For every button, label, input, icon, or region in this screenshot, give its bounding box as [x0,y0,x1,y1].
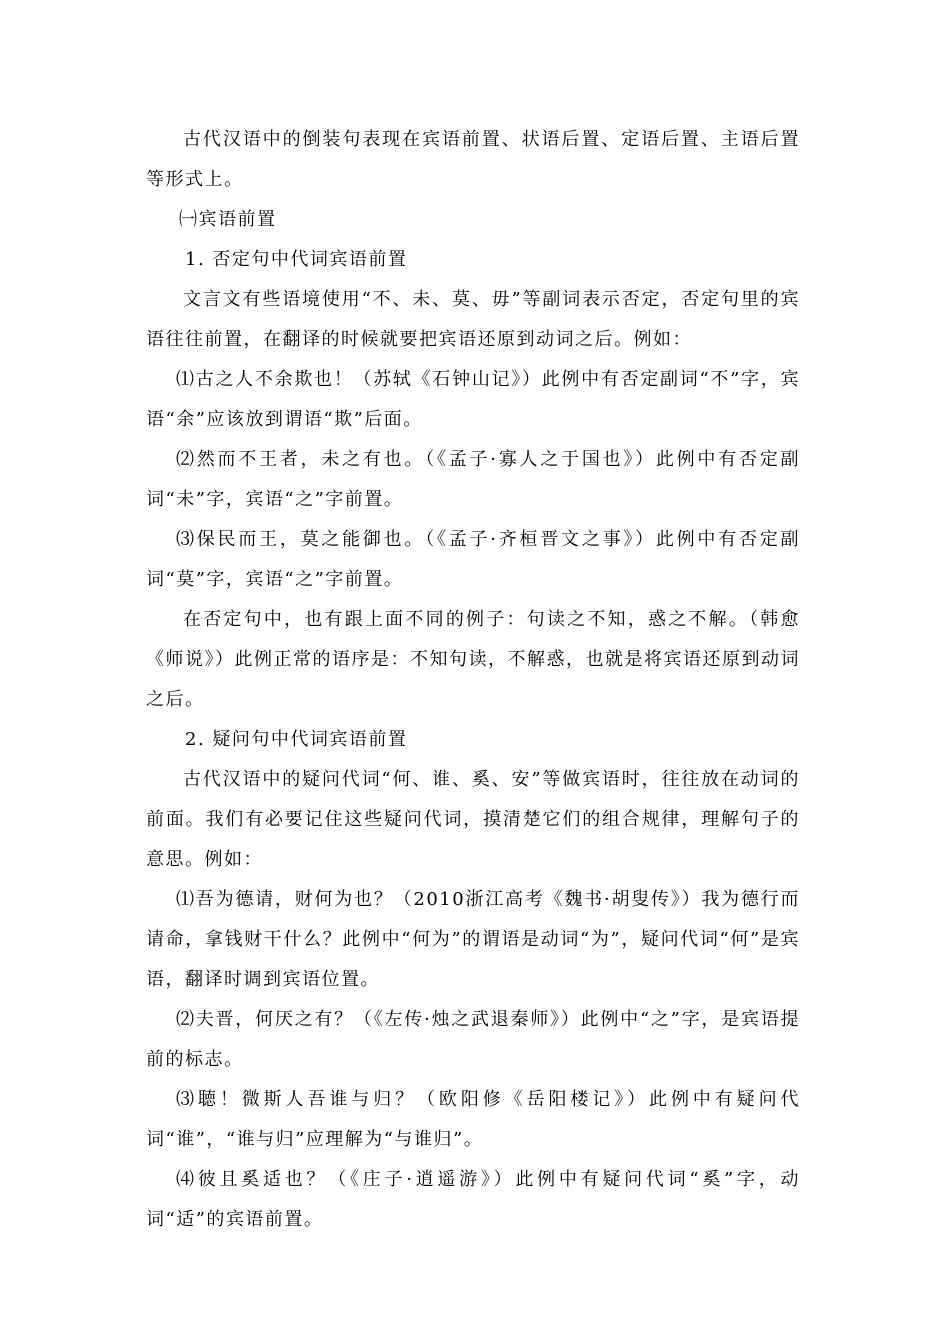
subheading-interrogative-sentences: 2. 疑问句中代词宾语前置 [185,729,408,750]
negative-exception-paragraph: 在否定句中，也有跟上面不同的例子：句读之不知，惑之不解。（韩愈《师说》）此例正常的语序是：不知句读，不解惑，也就是将宾语还原到动词之后。 [146,609,800,710]
negative-explanation-paragraph: 文言文有些语境使用“不、未、莫、毋”等副词表示否定，否定句里的宾语往往前置，在翻译的时候就要把宾语还原到动词之后。例如： [146,289,800,350]
interrogative-example-1: ⑴吾为德请，财何为也？（2010浙江高考《魏书·胡叟传》）我为德行而请命，拿钱财干什么？此例中“何为”的谓语是动词“为”，疑问代词“何”是宾语，翻译时调到宾语位置。 [146,889,800,990]
document-body [146,120,800,1240]
negative-example-3: ⑶保民而王，莫之能御也。（《孟子·齐桓晋文之事》）此例中有否定副词“莫”字，宾语“之”字前置。 [146,529,800,590]
intro-paragraph: 古代汉语中的倒装句表现在宾语前置、状语后置、定语后置、主语后置等形式上。 [146,129,800,190]
interrogative-example-4: ⑷彼且奚适也？（《庄子·逍遥游》）此例中有疑问代词“奚”字，动词“适”的宾语前置。 [146,1169,800,1230]
negative-example-1: ⑴古之人不余欺也！（苏轼《石钟山记》）此例中有否定副词“不”字，宾语“余”应该放到谓语“欺”后面。 [146,369,800,430]
interrogative-example-3: ⑶聴！微斯人吾谁与归？（欧阳修《岳阳楼记》）此例中有疑问代词“谁”，“谁与归”应理解为“与谁归”。 [146,1089,800,1150]
subheading-negative-sentences: 1. 否定句中代词宾语前置 [185,249,408,270]
interrogative-example-2: ⑵夫晋，何厌之有？（《左传·烛之武退秦师》）此例中“之”字，是宾语提前的标志。 [146,1009,800,1070]
negative-example-2: ⑵然而不王者，未之有也。（《孟子·寡人之于国也》）此例中有否定副词“未”字，宾语“之”字前置。 [146,449,800,510]
interrogative-explanation-paragraph: 古代汉语中的疑问代词“何、谁、奚、安”等做宾语时，往往放在动词的前面。我们有必要记住这些疑问代词，摸清楚它们的组合规律，理解句子的意思。例如： [146,769,800,870]
section-heading-object-preposing: ㈠宾语前置 [179,209,277,230]
